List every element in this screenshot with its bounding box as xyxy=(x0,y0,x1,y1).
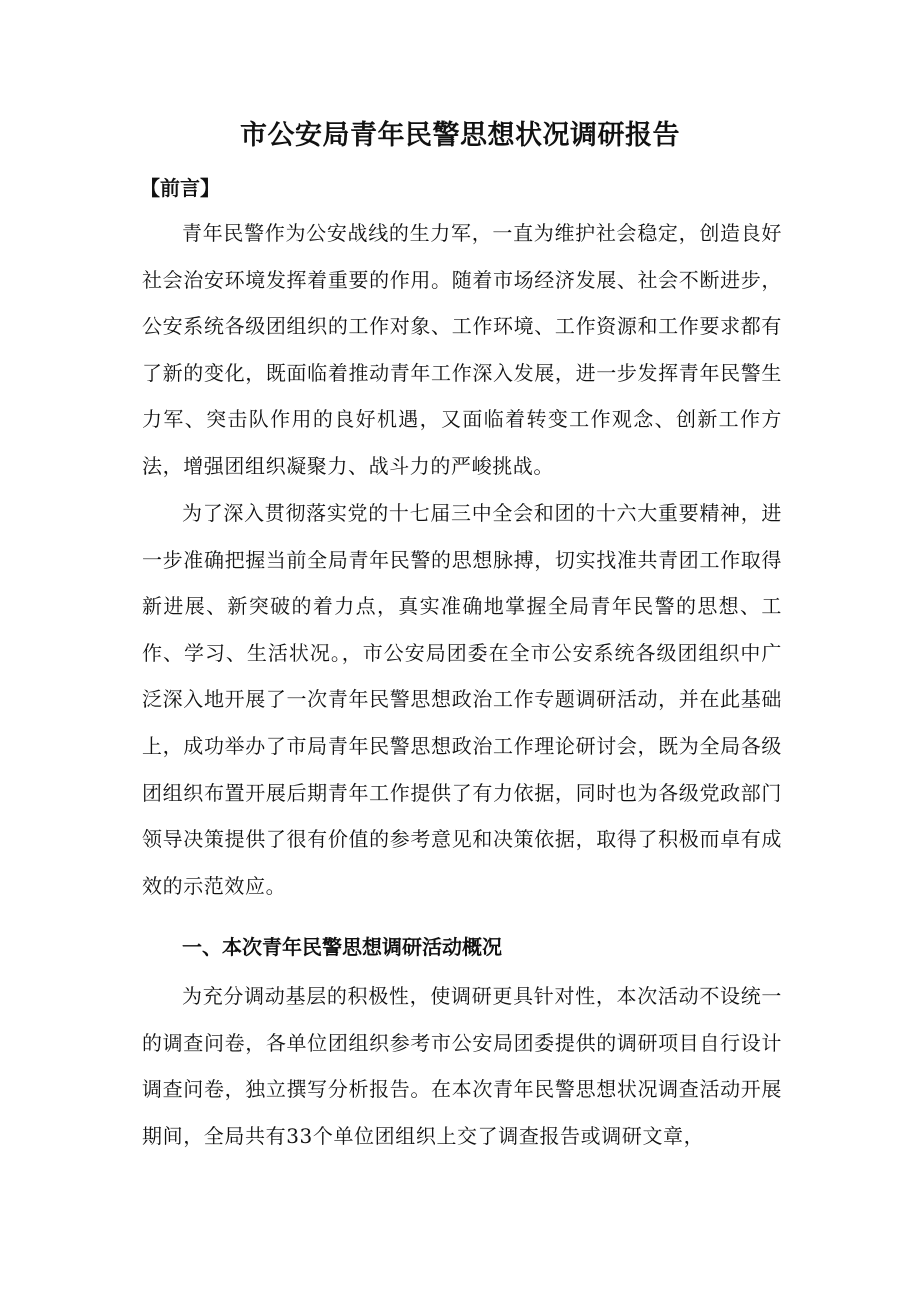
section-heading: 一、本次青年民警思想调研活动概况 xyxy=(182,935,502,959)
section-paragraph: 为充分调动基层的积极性，使调研更具针对性，本次活动不设统一的调查问卷，各单位团组织参考市公安局团委提供的调研项目自行设计调查问卷，独立撰写分析报告。在本次青年民警思想状况调查活动开展期间，全局共有33个单位团组织上交了调查报告或调研文章， xyxy=(142,984,782,1148)
preface-paragraph-1: 青年民警作为公安战线的生力军，一直为维护社会稳定，创造良好社会治安环境发挥着重要的作用。随着市场经济发展、社会不断进步，公安系统各级团组织的工作对象、工作环境、工作资源和工作要求都有了新的变化，既面临着推动青年工作深入发展，进一步发挥青年民警生力军、突击队作用的良好机遇，又面临着转变工作观念、创新工作方法，增强团组织凝聚力、战斗力的严峻挑战。 xyxy=(142,221,782,478)
preface-paragraph-2: 为了深入贯彻落实党的十七届三中全会和团的十六大重要精神，进一步准确把握当前全局青年民警的思想脉搏，切实找准共青团工作取得新进展、新突破的着力点，真实准确地掌握全局青年民警的思想、工作、学习、生活状况。，市公安局团委在全市公安系统各级团组织中广泛深入地开展了一次青年民警思想政治工作专题调研活动，并在此基础上，成功举办了市局青年民警思想政治工作理论研讨会，既为全局各级团组织布置开展后期青年工作提供了有力依据，同时也为各级党政部门领导决策提供了很有价值的参考意见和决策依据，取得了积极而卓有成效的示范效应。 xyxy=(142,501,782,898)
preface-label: 【前言】 xyxy=(140,176,220,200)
document-title: 市公安局青年民警思想状况调研报告 xyxy=(240,120,680,151)
